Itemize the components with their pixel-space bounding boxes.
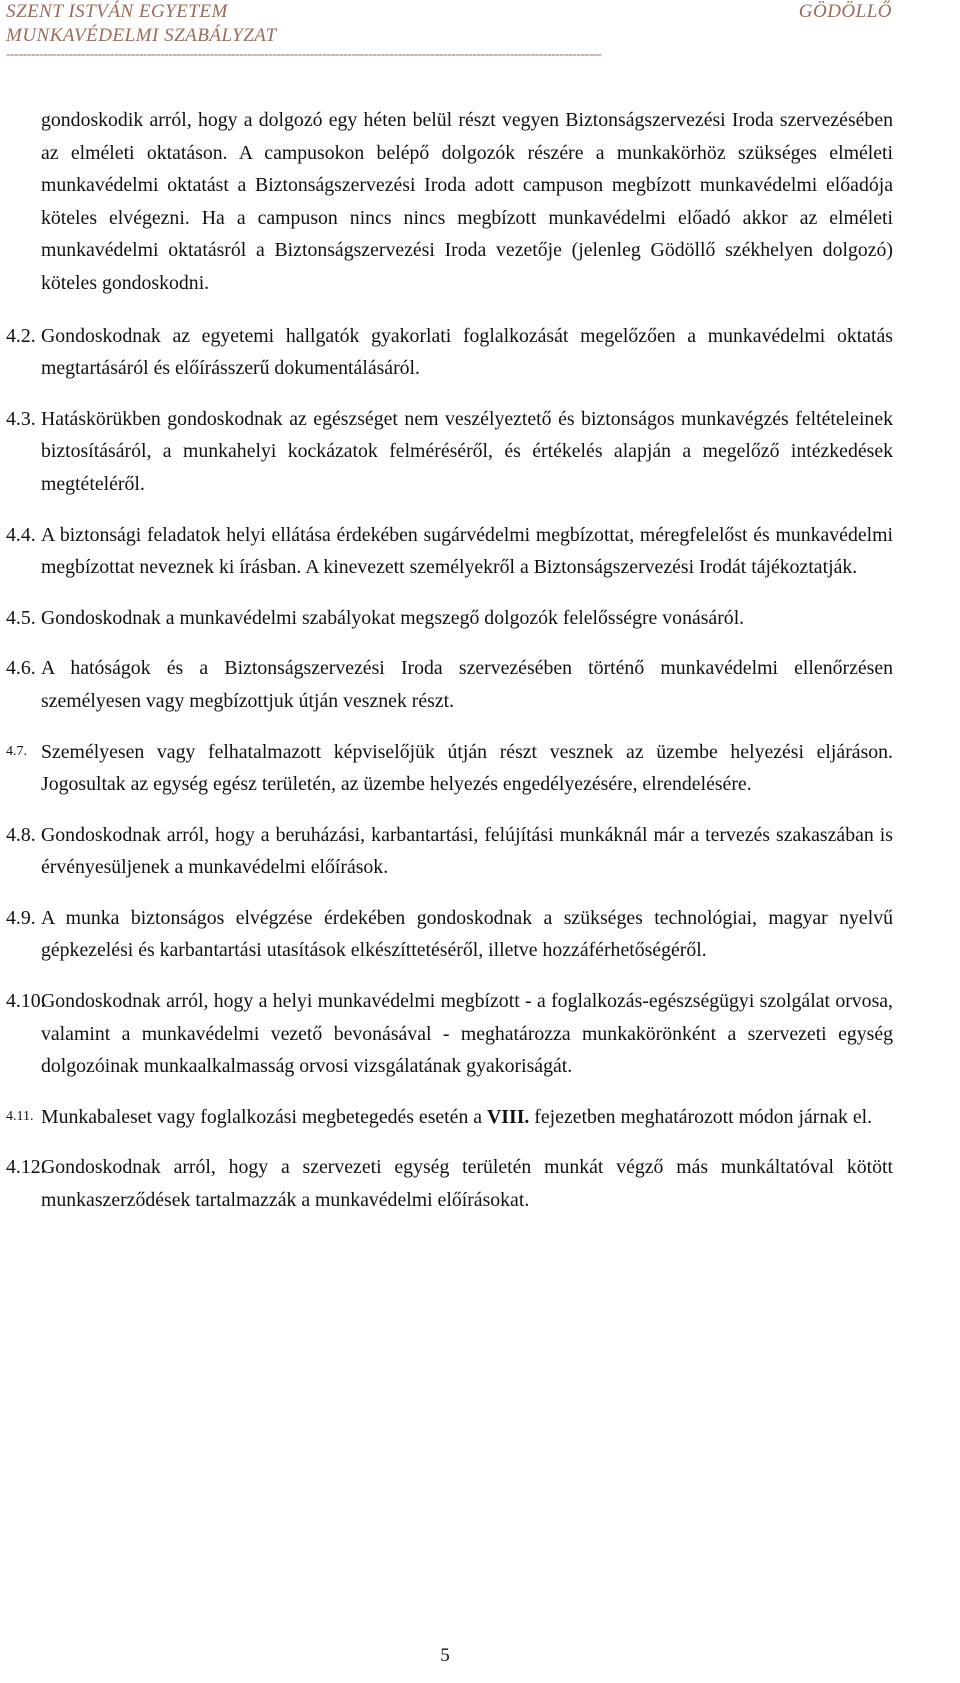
header-rule: ----------------------------------------------------------------------------------------------------------------------------------------------- bbox=[6, 48, 602, 62]
section-4-4 bbox=[6, 519, 893, 584]
section-text: A hatóságok és a Biztonságszervezési Iroda szervezésében történő munkavédelmi ellenőrzésen személyesen vagy megbízottjuk útján vesznek részt. bbox=[41, 657, 893, 712]
chapter-reference: VIII. bbox=[487, 1105, 530, 1128]
section-text: Személyesen vagy felhatalmazott képviselőjük útján részt vesznek az üzembe helyezési eljáráson. Jogosultak az egység egész területén, az üzembe helyezés engedélyezésére, elrendelésére. bbox=[41, 740, 893, 796]
section-4-7 bbox=[6, 736, 893, 801]
section-text bbox=[41, 1106, 872, 1128]
section-4-5 bbox=[6, 602, 893, 635]
section-number: 4.9. bbox=[6, 906, 36, 929]
section-text: Gondoskodnak az egyetemi hallgatók gyakorlati foglalkozását megelőzően a munkavédelmi oktatás megtartásáról és előírásszerű dokumentálásáról. bbox=[41, 324, 893, 380]
section-number: 4.11. bbox=[6, 1108, 34, 1124]
section-text: Gondoskodnak arról, hogy a szervezeti egység területén munkát végző más munkáltatóval kötött munkaszerződések tartalmazzák a munkavédelmi előírásokat. bbox=[41, 1156, 893, 1212]
section-number: 4.4. bbox=[6, 523, 36, 546]
section-4-2 bbox=[6, 320, 893, 385]
page-header bbox=[6, 0, 892, 62]
section-text: Gondoskodnak arról, hogy a beruházási, karbantartási, felújítási munkáknál már a tervezés szakaszában is érvényesüljenek a munkavédelmi előírások. bbox=[41, 823, 893, 879]
section-4-6 bbox=[6, 652, 893, 717]
section-4-12 bbox=[6, 1151, 893, 1216]
section-4-10 bbox=[6, 985, 893, 1083]
header-city: GÖDÖLLŐ bbox=[798, 1, 892, 22]
section-4-8 bbox=[6, 819, 893, 884]
section-text-before: Munkabaleset vagy foglalkozási megbetegedés esetén a bbox=[41, 1105, 488, 1128]
section-text-after: fejezetben meghatározott módon járnak el. bbox=[529, 1105, 873, 1128]
intro-paragraph: gondoskodik arról, hogy a dolgozó egy héten belül részt vegyen Biztonságszervezési Iroda szervezésében az elméleti oktatáson. A campusokon belépő dolgozók részére a munkakörhöz szükséges elméleti munkavédelmi oktatást a Biztonságszervezési Iroda adott campuson megbízott munkavédelmi előadója köteles elvégezni. Ha a campuson nincs nincs megbízott munkavédelmi előadó akkor az elméleti munkavédelmi oktatásról a Biztonságszervezési Iroda vezetője (jelenleg Gödöllő székhelyen dolgozó) köteles gondoskodni. bbox=[41, 109, 893, 294]
section-4-11 bbox=[6, 1101, 893, 1134]
document-body bbox=[6, 104, 893, 1235]
section-number: 4.12. bbox=[6, 1156, 46, 1179]
section-number: 4.3. bbox=[6, 407, 36, 430]
section-text: Hatáskörükben gondoskodnak az egészséget nem veszélyeztető és biztonságos munkavégzés feltételeinek biztosításáról, a munkahelyi kockázatok felméréséről, és értékelés alapján a megelőző intézkedések megtételéről. bbox=[41, 407, 893, 495]
section-number: 4.2. bbox=[6, 324, 36, 347]
section-text: A biztonsági feladatok helyi ellátása érdekében sugárvédelmi megbízottat, méregfelelőst és munkavédelmi megbízottat neveznek ki írásban. A kinevezett személyekről a Biztonságszervezési Irodát tájékoztatják. bbox=[41, 523, 893, 579]
section-4-3 bbox=[6, 403, 893, 501]
section-number: 4.8. bbox=[6, 823, 36, 846]
section-number: 4.10. bbox=[6, 990, 46, 1013]
section-number: 4.6. bbox=[6, 657, 36, 680]
header-institution: SZENT ISTVÁN EGYETEM bbox=[6, 1, 228, 22]
section-text: Gondoskodnak a munkavédelmi szabályokat megszegő dolgozók felelősségre vonásáról. bbox=[41, 606, 745, 629]
header-document-title: MUNKAVÉDELMI SZABÁLYZAT bbox=[6, 25, 277, 46]
section-4-9 bbox=[6, 902, 893, 967]
section-text: A munka biztonságos elvégzése érdekében gondoskodnak a szükséges technológiai, magyar nyelvű gépkezelési és karbantartási utasítások elkészíttetéséről, illetve hozzáférhetőségéről. bbox=[41, 906, 893, 962]
section-number: 4.5. bbox=[6, 606, 36, 629]
section-number: 4.7. bbox=[6, 743, 27, 759]
section-text: Gondoskodnak arról, hogy a helyi munkavédelmi megbízott - a foglalkozás-egészségügyi szolgálat orvosa, valamint a munkavédelmi vezető bevonásával - meghatározza munkakörönként a szervezeti egység dolgozóinak munkaalkalmasság orvosi vizsgálatának gyakoriságát. bbox=[41, 990, 893, 1078]
page-number: 5 bbox=[440, 1645, 450, 1666]
